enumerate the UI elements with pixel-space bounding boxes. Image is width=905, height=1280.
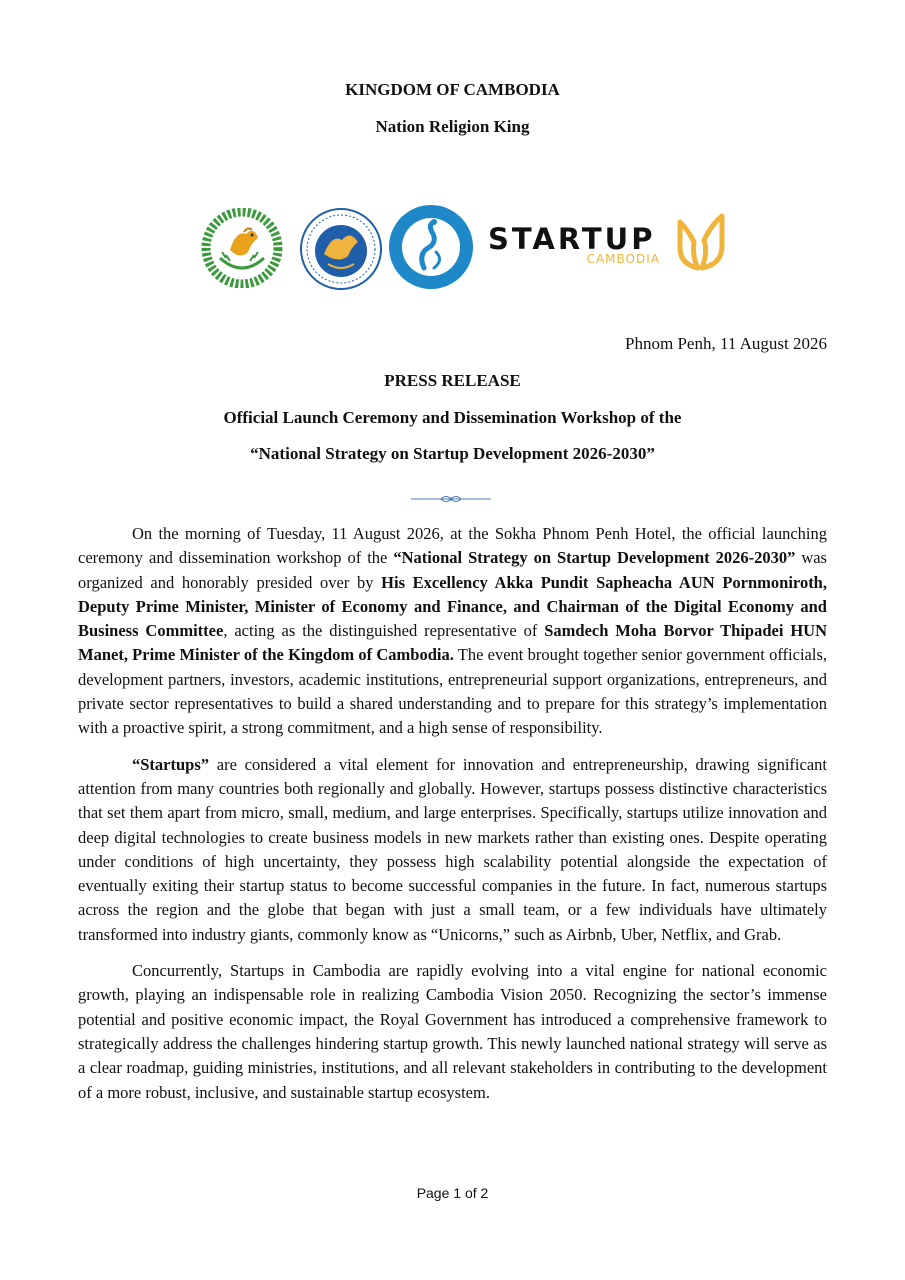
p1-text-c: was organized and honorably presided over by	[78, 548, 827, 592]
p1-text-g: The event brought together senior government officials, development partners, investors, academic institutions, entrepreneurial support organizations, entrepreneurs, and private sector representatives to build a shared understanding and to prepare for this strategy’s implementation with a proactive spirit, a strong commitment, and a high sense of responsibility.	[78, 645, 827, 738]
press-release-body	[78, 522, 827, 1117]
leaf-icon	[674, 212, 728, 272]
startup-leaf-logo	[674, 212, 728, 272]
ministry-of-economy-and-finance-logo	[200, 208, 284, 288]
ornament-icon	[411, 494, 491, 504]
paragraph-2	[78, 753, 827, 947]
digital-economy-committee-logo	[298, 206, 384, 292]
title-line-2: “National Strategy on Startup Development 2026-2030”	[250, 444, 655, 463]
techo-startup-center-logo	[388, 204, 474, 290]
p1-prime-minister: Samdech Moha Borvor Thipadei HUN Manet, Prime Minister of the Kingdom of Cambodia.	[78, 621, 828, 665]
paragraph-3: Concurrently, Startups in Cambodia are rapidly evolving into a vital engine for national economic growth, playing an indispensable role in realizing Cambodia Vision 2050. Recognizing the sector’s immense potential and positive economic impact, the Royal Government has introduced a comprehensive framework to strategically address the challenges hindering startup growth. This newly launched national strategy will serve as a clear roadmap, guiding ministries, institutions, and all relevant stakeholders in contributing to the development of a more robust, inclusive, and sustainable startup ecosystem.	[78, 961, 827, 1102]
committee-seal-icon	[298, 206, 384, 292]
p2-text-b: are considered a vital element for innovation and entrepreneurship, drawing significant attention from many countries both regionally and globally. However, startups possess distinctive characteristics that set them apart from micro, small, medium, and large enterprises. Specifically, startups utilize innovation and deep digital technologies to create business models in new markets rather than existing ones. Despite operating under conditions of high uncertainty, they possess high scalability potential alongside the expectation of eventually exiting their startup status to become successful companies in the future. In fact, numerous startups across the region and the globe that began with just a small team, or a few individuals have ultimately transformed into industry giants, commonly know as “Unicorns,” such as Airbnb, Uber, Netflix, and Grab.	[78, 754, 827, 944]
paragraph-1	[78, 522, 827, 741]
motto-heading: Nation Religion King	[375, 117, 530, 136]
page-number: Page 1 of 2	[416, 1185, 489, 1201]
startup-cambodia-logo	[488, 222, 672, 266]
p1-presiding-official: His Excellency Akka Pundit Sapheacha AUN Pornmoniroth, Deputy Prime Minister, Minister of Economy and Finance, and Chairman of the Digital Economy and Business Committee	[78, 572, 827, 641]
divider-ornament	[411, 491, 491, 509]
title-line-1: Official Launch Ceremony and Dissemination Workshop of the	[223, 408, 682, 427]
techo-seal-icon	[388, 204, 474, 290]
kingdom-heading: KINGDOM OF CAMBODIA	[345, 80, 560, 99]
logo-strip	[200, 204, 730, 292]
p2-startups-term: “Startups”	[132, 754, 210, 774]
cambodia-subword: CAMBODIA	[586, 252, 660, 266]
ministry-seal-icon	[200, 208, 284, 288]
p1-strategy-name: “National Strategy on Startup Development 2026-2030”	[393, 548, 796, 568]
press-release-heading: PRESS RELEASE	[384, 371, 521, 390]
p1-text-a: On the morning of Tuesday, 11 August 2026, at the Sokha Phnom Penh Hotel, the official launching ceremony and dissemination workshop of the	[78, 524, 827, 568]
place-and-date: Phnom Penh, 11 August 2026	[625, 334, 827, 353]
startup-wordmark: STARTUP	[488, 222, 656, 256]
p1-text-e: , acting as the distinguished representative of	[223, 621, 545, 641]
